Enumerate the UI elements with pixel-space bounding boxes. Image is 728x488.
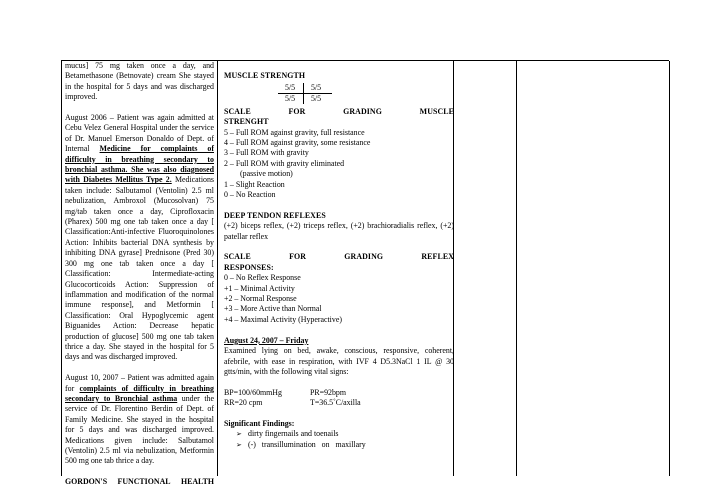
vitals-row-1: BP=100/60mmHg PR=92bpm: [224, 387, 347, 397]
reflex-scale-title: SCALE FOR GRADING REFLEX: [224, 252, 454, 262]
vitals-row-2: RR=20 cpm T=36.5˚C/axilla: [224, 398, 361, 408]
history-paragraph-2: August 2006 – Patient was again admitted at Cebu Velez General Hospital under the service of Dr. Manuel Emerson Donaldo of Dept. of Internal Medicine for complaints of difficulty in breathing secondary to bronchial asthma. She was also diagnosed with Diabetes Mellitus Type 2. Medications taken include: Salbutamol (Ventolin) 2.5 ml nebulization, Ambroxol (Mucosolvan) 75 mg/tab taken once a day, Ciprofloxacin (Pharex) 500 mg one tab taken once a day [ Classification:Anti-infective Fluoroquinolones Action: Inhibits bacterial DNA synthesis by inhibiting DNA gyrase] Prednisone (Pred 30) 300 mg one tab taken once a day [ Classification: Intermediate-acting Glucocorticoids Action: Suppression of inflammation and modification of the normal immune response], and Metformin [ Classification: Oral Hypoglycemic agent Biguanides Action: Decrease hepatic production of glucose] 500 mg one tab taken thrice a day. She stayed in the hospital for 5 days and was discharged improved.: [65, 113, 214, 362]
exam-date: August 24, 2007 – Friday: [224, 335, 309, 345]
reflex-scale-list: 0 – No Reflex Response +1 – Minimal Activity +2 – Normal Response +3 – More Active than Normal +4 – Maximal Activity (Hyperactive): [224, 273, 342, 324]
column-divider-4: [669, 61, 670, 476]
arrow-bullet-icon: ➢: [236, 430, 242, 439]
muscle-scale-list: 5 – Full ROM against gravity, full resistance 4 – Full ROM against gravity, some resistance 3 – Full ROM with gravity 2 – Full ROM with gravity eliminated (passive motion) 1 – Slight Reaction 0 – No Reaction: [224, 127, 371, 200]
muscle-strength-grid: 5/5 5/5 5/5 5/5: [224, 83, 454, 105]
complaint-text: complaints of difficulty in breathing secondary to Bronchial asthma: [65, 383, 214, 403]
exam-text: Examined lying on bed, awake, conscious, responsive, coherent, afebrile, with ease in respiration, with IVF 4 D5.3NaCl 1 IL @ 30 gtts/min, with the following vital signs:: [224, 346, 454, 376]
history-paragraph-3: August 10, 2007 – Patient was admitted again for complaints of difficulty in breathing secondary to Bronchial asthma under the service of Dr. Florentino Berdin of Dept. of Family Medicine. She stayed in the hospital for 5 days and was discharged improved. Medications given include: Salbutamol (Ventolin) 2.5 ml via nebulization, Metformin 500 mg one tab thrice a day.: [65, 373, 214, 466]
notes-table: [61, 60, 669, 487]
arrow-bullet-icon: ➢: [236, 440, 242, 449]
muscle-scale-title: SCALE FOR GRADING MUSCLE: [224, 106, 454, 116]
findings-title: Significant Findings:: [224, 418, 295, 428]
dtr-title: DEEP TENDON REFLEXES: [224, 210, 326, 220]
history-paragraph-1: mucus] 75 mg taken once a day, and Betamethasone (Betnovate) cream She stayed in the hospital for 5 days and was discharged improved.: [65, 61, 214, 102]
dtr-text: (+2) biceps reflex, (+2) triceps reflex, (+2) brachioradialis reflex, (+2) patellar reflex: [224, 221, 454, 241]
finding-item: ➢ (-) transillumination on maxillary: [236, 439, 366, 449]
muscle-strength-title: MUSCLE STRENGTH: [224, 71, 306, 81]
history-column: [65, 61, 214, 488]
assessment-column: MUSCLE STRENGTH 5/5 5/5 5/5 5/5 SCALE FOR GRADING MUSCLE STRENGHT 5 – Full ROM against gravity, full resistance 4 – Full ROM against gravity, some resistance 3 – Full ROM with gravity 2 – Full ROM with gravity eliminated (passive motion) 1 – Slight Reaction 0 – No Reaction DEEP TENDON REFLEXES (+2) biceps reflex, (+2) triceps reflex, (+2) brachioradialis reflex, (+2) patellar reflex SCALE FOR GRADING REFLEX RESPONSES: 0 – No Reflex Response +1 – Minimal Activity +2 – Normal Response +3 – More Active than Normal +4 – Maximal Activity (Hyperactive) August 24, 2007 – Friday Examined lying on bed, awake, conscious, responsive, coherent, afebrile, with ease in respiration, with IVF 4 D5.3NaCl 1 IL @ 30 gtts/min, with the following vital signs: BP=100/60mmHg PR=92bpm RR=20 cpm T=36.5˚C/axilla Significant Findings: ➢ dirty fingernails and toenails ➢ (-) transillumination on maxillary: [224, 71, 454, 449]
section-heading-gordons: GORDON'S FUNCTIONAL HEALTH: [65, 477, 214, 487]
finding-item: ➢ dirty fingernails and toenails: [236, 429, 339, 439]
diagnosis-text: Medicine for complaints of difficulty in breathing secondary to bronchial asthma. She was also diagnosed with Diabetes Mellitus Type 2.: [65, 144, 214, 185]
column-divider-1: [217, 61, 218, 476]
column-divider-3: [516, 61, 517, 476]
